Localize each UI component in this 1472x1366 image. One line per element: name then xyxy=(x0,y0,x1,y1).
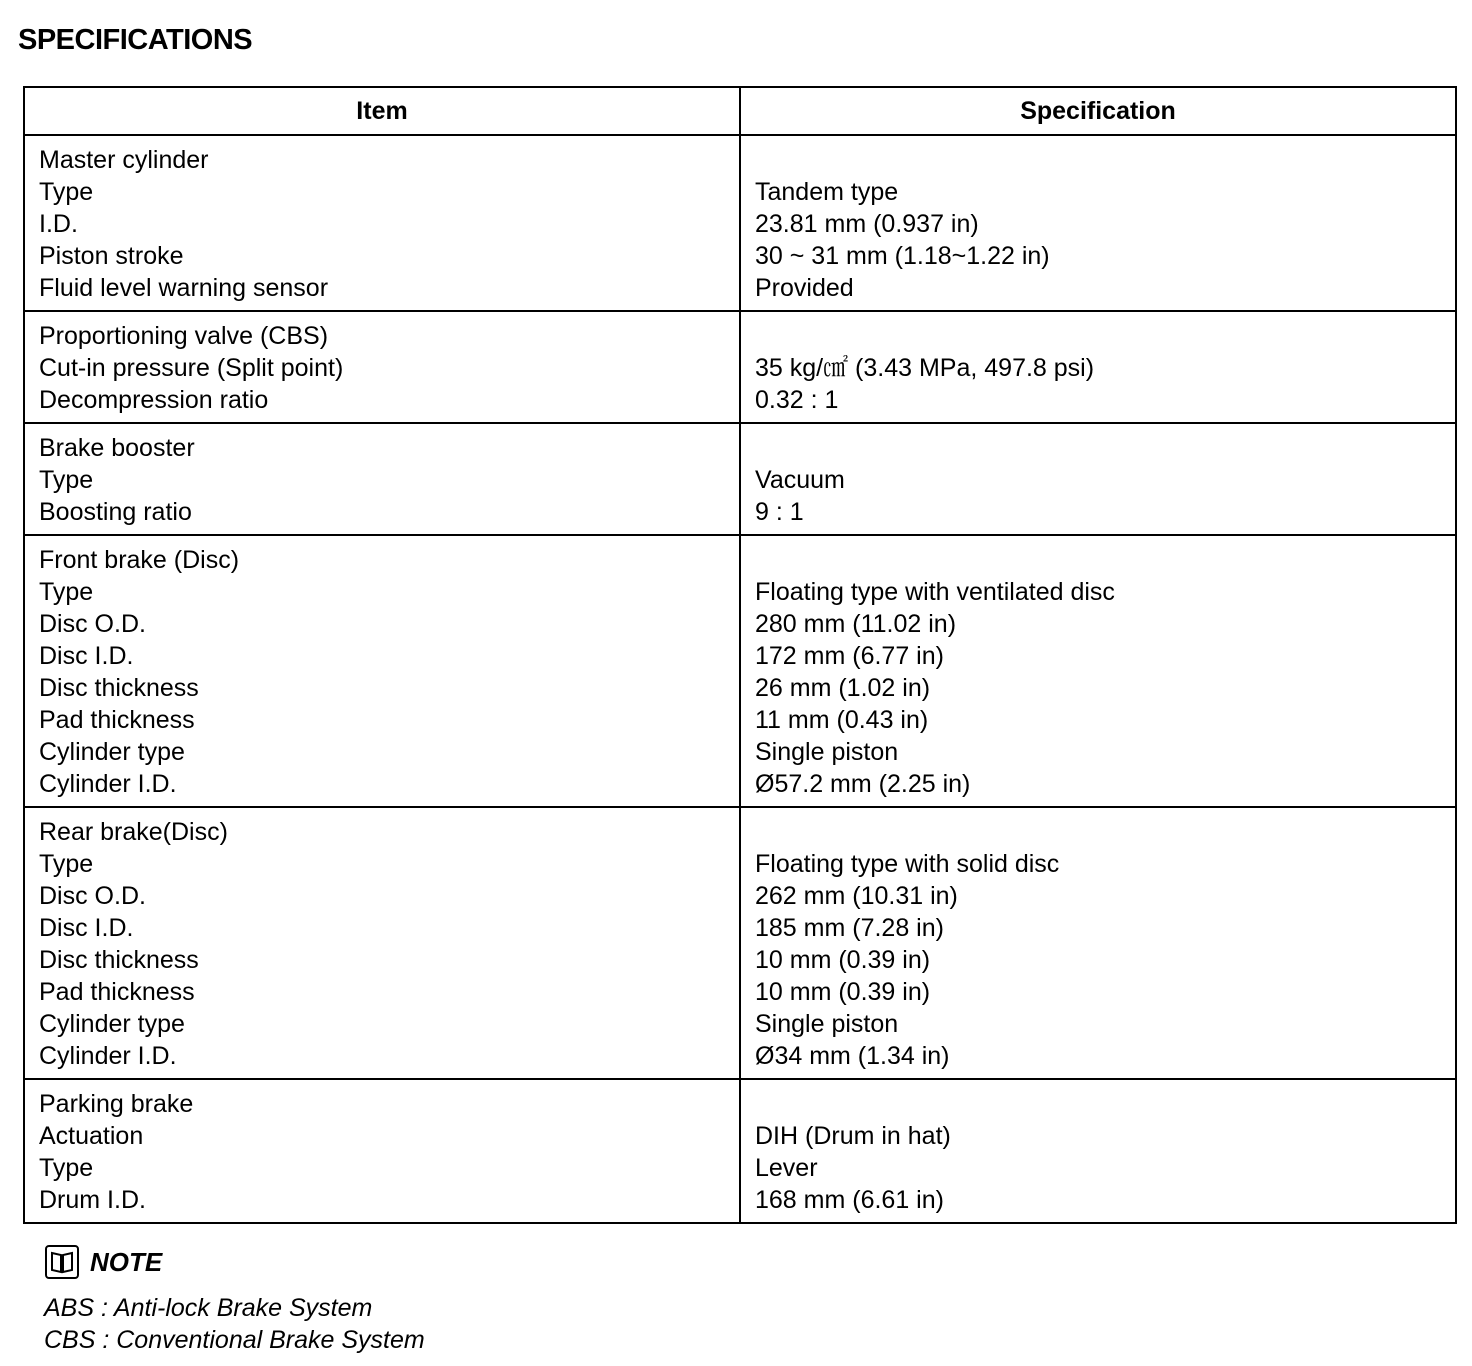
note-line-cbs: CBS : Conventional Brake System xyxy=(44,1326,425,1354)
item-cell xyxy=(24,807,740,1079)
table-row xyxy=(24,807,1456,1079)
table-body xyxy=(24,135,1456,1223)
spec-value: 0.32 : 1 xyxy=(755,386,839,414)
page-title: SPECIFICATIONS xyxy=(18,24,253,56)
specification-cell xyxy=(740,311,1456,423)
spec-value: Single piston xyxy=(755,1010,899,1038)
item-cell xyxy=(24,1079,740,1223)
item-cell xyxy=(24,135,740,311)
item-label: Drum I.D. xyxy=(39,1186,146,1214)
item-label: Pad thickness xyxy=(39,978,195,1006)
spec-value: 10 mm (0.39 in) xyxy=(755,946,931,974)
group-heading: Parking brake xyxy=(39,1090,194,1118)
group-heading: Master cylinder xyxy=(39,146,209,174)
item-label: Disc O.D. xyxy=(39,610,146,638)
specification-cell xyxy=(740,423,1456,535)
item-label: Type xyxy=(39,178,94,206)
spec-value: 9 : 1 xyxy=(755,498,804,526)
specification-cell xyxy=(740,535,1456,807)
specification-column-header: Specification xyxy=(740,87,1456,135)
group-heading: Front brake (Disc) xyxy=(39,546,240,574)
group-heading: Brake booster xyxy=(39,434,195,462)
item-label: Type xyxy=(39,578,94,606)
table-row xyxy=(24,311,1456,423)
spacer xyxy=(755,816,1443,848)
spacer xyxy=(755,432,1443,464)
spec-value: Single piston xyxy=(755,738,899,766)
item-label: Actuation xyxy=(39,1122,144,1150)
spec-value: 11 mm (0.43 in) xyxy=(755,706,929,734)
spec-value: 23.81 mm (0.937 in) xyxy=(755,210,979,238)
spacer xyxy=(755,144,1443,176)
item-label: I.D. xyxy=(39,210,78,238)
spec-value: Floating type with solid disc xyxy=(755,850,1060,878)
spec-value: Lever xyxy=(755,1154,818,1182)
note-title: NOTE xyxy=(90,1246,163,1277)
spec-value: 30 ~ 31 mm (1.18~1.22 in) xyxy=(755,242,1050,270)
item-label: Cylinder I.D. xyxy=(39,1042,177,1070)
note-lines xyxy=(44,1292,425,1356)
spec-value: 35 kg/㎠ (3.43 MPa, 497.8 psi) xyxy=(755,354,1095,382)
item-label: Decompression ratio xyxy=(39,386,269,414)
spec-value: DIH (Drum in hat) xyxy=(755,1122,951,1150)
table-row xyxy=(24,135,1456,311)
spec-value: 10 mm (0.39 in) xyxy=(755,978,931,1006)
book-icon xyxy=(44,1244,80,1280)
specification-cell xyxy=(740,807,1456,1079)
item-cell xyxy=(24,311,740,423)
item-label: Piston stroke xyxy=(39,242,184,270)
item-cell xyxy=(24,535,740,807)
specification-cell xyxy=(740,1079,1456,1223)
item-label: Disc thickness xyxy=(39,674,199,702)
specifications-table xyxy=(23,86,1457,1224)
table-row xyxy=(24,1079,1456,1223)
spec-value: Floating type with ventilated disc xyxy=(755,578,1115,606)
item-label: Cylinder type xyxy=(39,1010,185,1038)
table-header-row xyxy=(24,87,1456,135)
spec-value: 185 mm (7.28 in) xyxy=(755,914,944,942)
spec-value: 262 mm (10.31 in) xyxy=(755,882,958,910)
item-label: Disc I.D. xyxy=(39,914,134,942)
group-heading: Proportioning valve (CBS) xyxy=(39,322,329,350)
spec-value: 280 mm (11.02 in) xyxy=(755,610,957,638)
item-label: Cut-in pressure (Split point) xyxy=(39,354,344,382)
spec-value: Provided xyxy=(755,274,854,302)
spec-value: Ø34 mm (1.34 in) xyxy=(755,1042,950,1070)
item-label: Fluid level warning sensor xyxy=(39,274,329,302)
item-cell xyxy=(24,423,740,535)
spec-value: 26 mm (1.02 in) xyxy=(755,674,931,702)
item-label: Disc O.D. xyxy=(39,882,146,910)
item-label: Boosting ratio xyxy=(39,498,192,526)
spec-value: Vacuum xyxy=(755,466,845,494)
spacer xyxy=(755,1088,1443,1120)
table-row xyxy=(24,535,1456,807)
item-column-header: Item xyxy=(24,87,740,135)
item-label: Type xyxy=(39,850,94,878)
note-section xyxy=(44,1242,425,1356)
item-label: Disc thickness xyxy=(39,946,199,974)
note-line-abs: ABS : Anti-lock Brake System xyxy=(44,1294,373,1322)
spec-value: Tandem type xyxy=(755,178,899,206)
item-label: Type xyxy=(39,1154,94,1182)
spacer xyxy=(755,544,1443,576)
specification-cell xyxy=(740,135,1456,311)
spacer xyxy=(755,320,1443,352)
item-label: Disc I.D. xyxy=(39,642,134,670)
note-header xyxy=(44,1242,425,1282)
item-label: Cylinder type xyxy=(39,738,185,766)
spec-value: 172 mm (6.77 in) xyxy=(755,642,944,670)
item-label: Type xyxy=(39,466,94,494)
group-heading: Rear brake(Disc) xyxy=(39,818,228,846)
spec-value: Ø57.2 mm (2.25 in) xyxy=(755,770,971,798)
spec-value: 168 mm (6.61 in) xyxy=(755,1186,944,1214)
table-row xyxy=(24,423,1456,535)
item-label: Cylinder I.D. xyxy=(39,770,177,798)
item-label: Pad thickness xyxy=(39,706,195,734)
